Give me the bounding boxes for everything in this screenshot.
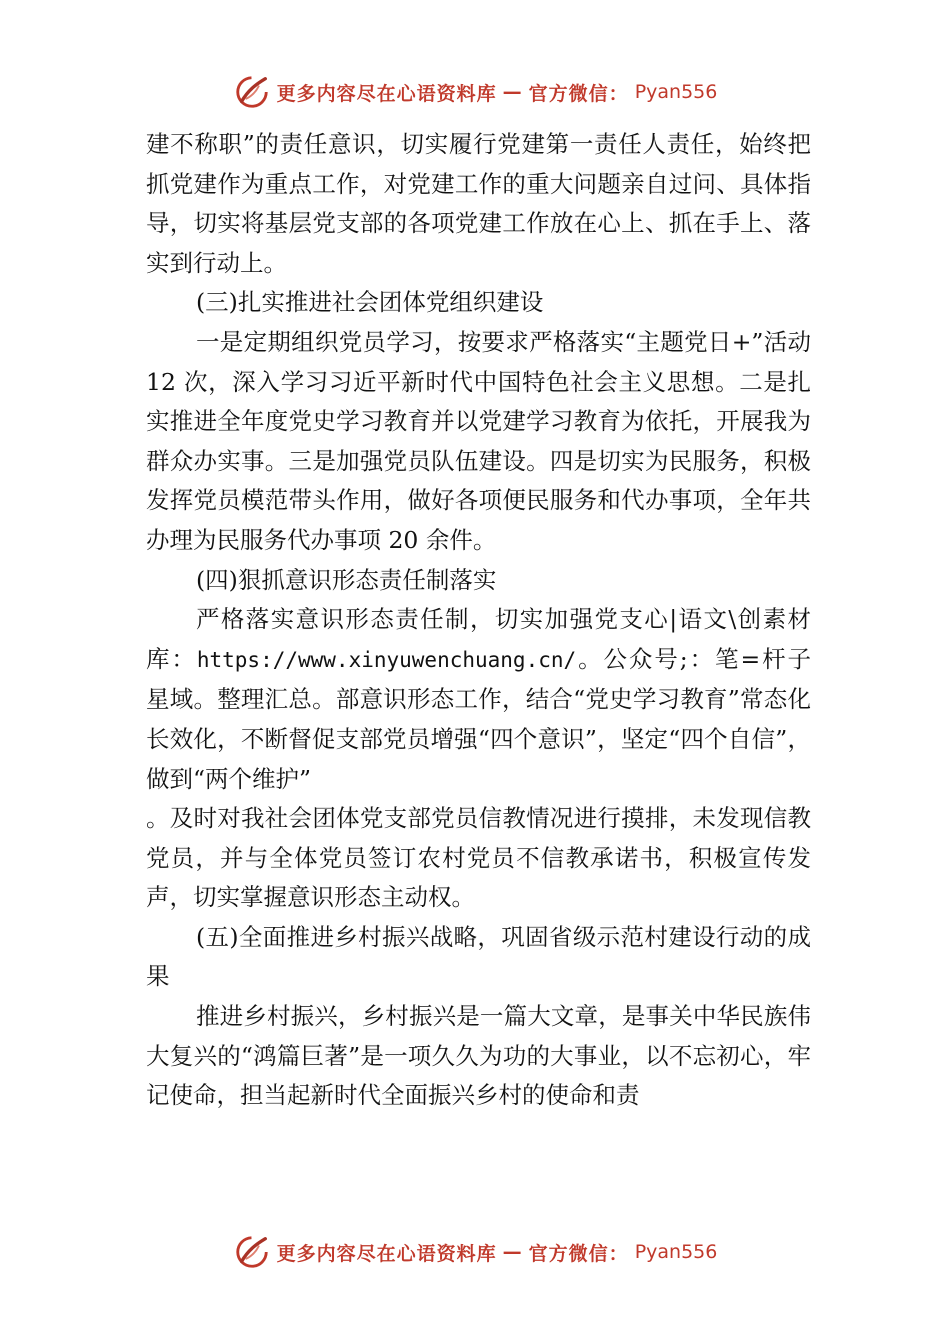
banner-title: 更多内容尽在心语资料库 xyxy=(276,1242,497,1265)
section-heading-5: (五)全面推进乡村振兴战略，巩固省级示范村建设行动的成果 xyxy=(146,922,811,991)
paragraph-3-part-a: 严格落实意识形态责任制，切实加强党支心|语文\创素材库： xyxy=(146,605,811,673)
footer-watermark-banner xyxy=(0,1230,950,1274)
brush-swirl-logo-icon xyxy=(233,73,271,111)
banner-separator: — xyxy=(502,1241,523,1263)
section-heading-3: (三)扎实推进社会团体党组织建设 xyxy=(196,288,544,317)
paragraph-4: 。及时对我社会团体党支部党员信教情况进行摸排，未发现信教党员，并与全体党员签订农村党员不信教承诺书，积极宣传发声，切实掌握意识形态主动权。 xyxy=(146,804,811,912)
banner-wechat-id: Pyan556 xyxy=(634,1241,718,1263)
banner-official-label: 官方微信： xyxy=(528,82,629,105)
brush-swirl-logo-icon xyxy=(233,1233,271,1271)
paragraph-3-part-b: 。公众号;：笔=杆子星域。整理汇总。部意识形态工作，结合“党史学习教育”常态化长效化，不断督促支部党员增强“四个意识”，坚定“四个自信”，做到“两个维护” xyxy=(146,644,812,793)
header-watermark-banner xyxy=(0,70,950,114)
paragraph-2: 一是定期组织党员学习，按要求严格落实“主题党日+”活动 12 次，深入学习习近平新时代中国特色社会主义思想。二是扎实推进全年度党史学习教育并以党建学习教育为依托，开展我为群众办实事。三是加强党员队伍建设。四是切实为民服务，积极发挥党员模范带头作用，做好各项便民服务和代办事项，全年共办理为民服务代办事项 20 余件。 xyxy=(146,327,811,554)
banner-separator: — xyxy=(502,81,523,103)
banner-wechat-id: Pyan556 xyxy=(634,81,718,103)
banner-official-label: 官方微信： xyxy=(528,1242,629,1265)
document-body xyxy=(146,125,811,1116)
banner-title: 更多内容尽在心语资料库 xyxy=(276,82,497,105)
paragraph-1: 建不称职”的责任意识，切实履行党建第一责任人责任，始终把抓党建作为重点工作，对党建工作的重大问题亲自过问、具体指导，切实将基层党支部的各项党建工作放在心上、抓在手上、落实到行动上。 xyxy=(146,130,811,277)
paragraph-5: 推进乡村振兴，乡村振兴是一篇大文章，是事关中华民族伟大复兴的“鸿篇巨著”是一项久久为功的大事业，以不忘初心，牢记使命，担当起新时代全面振兴乡村的使命和责 xyxy=(146,1002,811,1110)
source-url-link[interactable]: https://www.xinyuwenchuang.cn/ xyxy=(196,647,577,672)
section-heading-4: (四)狠抓意识形态责任制落实 xyxy=(196,565,497,594)
paragraph-3 xyxy=(146,600,811,799)
